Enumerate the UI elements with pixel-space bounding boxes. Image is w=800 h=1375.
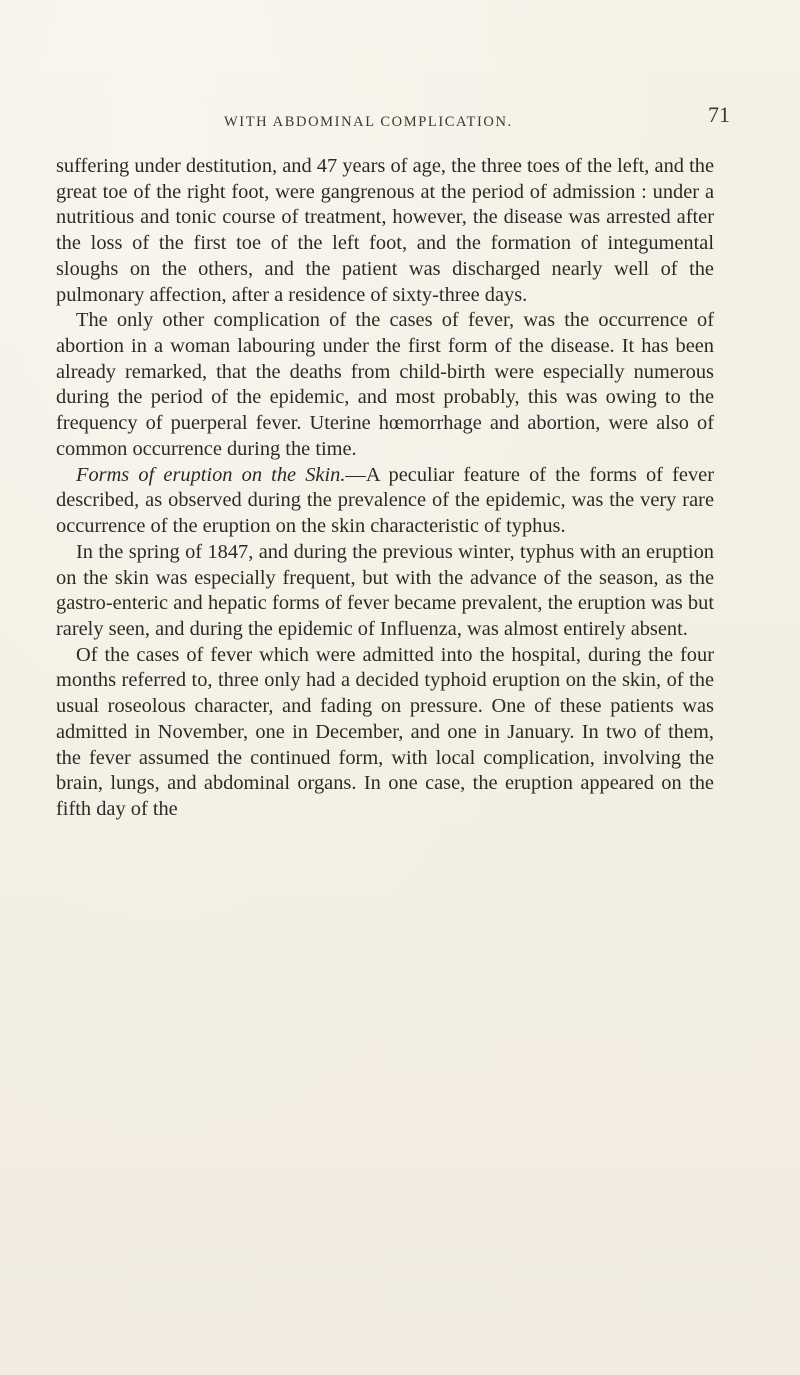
paragraph-3-text: —A peculiar feature of the forms of fever described, as observed during the prevalence of the epidemic, was the very rare occurrence of the eruption on the skin characteristic of typhus. [56,463,714,538]
running-head [0,102,800,138]
body-text [56,154,714,823]
paragraph-1: suffering under destitution, and 47 years of age, the three toes of the left, and the great toe of the right foot, were gangrenous at the period of admission : under a nutritious and tonic course of treatment, however, the disease was arrested after the loss of the first toe of the left foot, and the formation of integumental sloughs on the others, and the patient was discharged nearly well of the pulmonary affection, after a residence of sixty-three days. [56,155,714,306]
page-number: 71 [708,102,730,127]
running-title: WITH ABDOMINAL COMPLICATION. [224,114,513,130]
paragraph-5: Of the cases of fever which were admitted into the hospital, during the four months referred to, three only had a decided typhoid eruption on the skin, of the usual roseolous character, and fading on pressure. One of these patients was admitted in November, one in December, and one in January. In two of them, the fever assumed the continued form, with local complication, involving the brain, lungs, and abdominal organs. In one case, the eruption appeared on the fifth day of the [56,643,714,820]
paragraph-2: The only other complication of the cases of fever, was the occurrence of abortion in a woman labouring under the first form of the disease. It has been already remarked, that the deaths from child-birth were especially numerous during the period of the epidemic, and most probably, this was owing to the frequency of puerperal fever. Uterine hœmorrhage and abortion, were also of common occurrence during the time. [56,309,714,460]
section-heading: Forms of eruption on the Skin. [76,463,346,486]
paragraph-3 [56,463,714,540]
paragraph-4: In the spring of 1847, and during the previous winter, typhus with an eruption on the skin was especially frequent, but with the advance of the season, as the gastro-enteric and hepatic forms of fever became prevalent, the eruption was but rarely seen, and during the epidemic of Influenza, was almost entirely absent. [56,540,714,640]
